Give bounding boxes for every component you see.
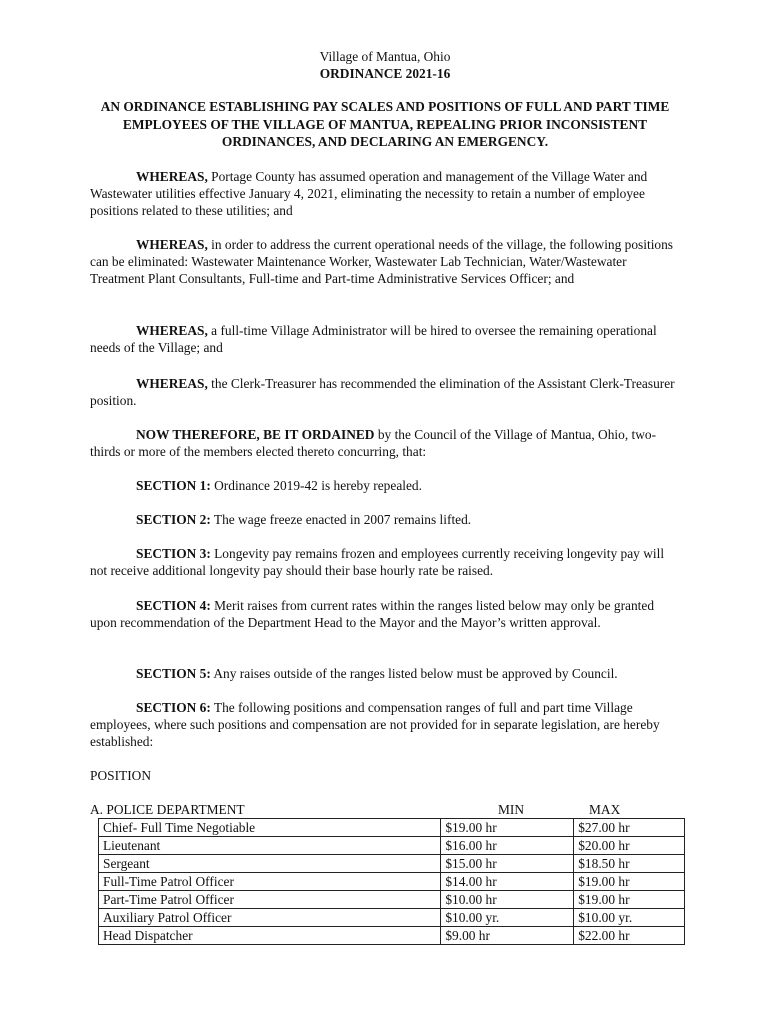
section-2	[90, 511, 680, 528]
whereas-text: in order to address the current operational needs of the village, the following positions can be eliminated: Wastewater Maintenance Worker, Wastewater Lab Technician, Water/Wastewater Treatment Plant Consultants, Full-time and Part-time Administrative Services Officer; and	[90, 237, 674, 286]
max-cell: $20.00 hr	[574, 837, 685, 855]
min-column-header: MIN	[498, 802, 525, 817]
section-lead: SECTION 5:	[136, 666, 211, 681]
max-cell: $27.00 hr	[574, 819, 685, 837]
max-cell: $19.00 hr	[574, 873, 685, 891]
section-text: Any raises outside of the ranges listed below must be approved by Council.	[210, 666, 618, 681]
ordained-text: by the Council of the Village of Mantua, Ohio, two-thirds or more of the members elected thereto concurring, that:	[90, 427, 657, 459]
max-cell: $10.00 yr.	[574, 909, 685, 927]
section-text: The wage freeze enacted in 2007 remains lifted.	[210, 512, 472, 527]
ordained-lead: NOW THEREFORE, BE IT ORDAINED	[136, 427, 375, 442]
table-row	[99, 927, 685, 945]
table-row	[99, 909, 685, 927]
ordained-paragraph	[90, 426, 680, 460]
position-cell: Lieutenant	[99, 837, 441, 855]
whereas-paragraph	[90, 375, 680, 409]
table-row	[99, 819, 685, 837]
whereas-paragraph	[90, 236, 680, 287]
max-cell: $18.50 hr	[574, 855, 685, 873]
position-cell: Part-Time Patrol Officer	[99, 891, 441, 909]
section-1	[90, 477, 680, 494]
whereas-paragraph	[90, 168, 680, 219]
section-6	[90, 699, 680, 750]
position-cell: Auxiliary Patrol Officer	[99, 909, 441, 927]
table-row	[99, 855, 685, 873]
min-cell: $10.00 yr.	[441, 909, 574, 927]
ordinance-number: ORDINANCE 2021-16	[319, 66, 451, 81]
position-heading: POSITION	[90, 768, 152, 783]
village-name: Village of Mantua, Ohio	[319, 49, 451, 64]
whereas-text: Portage County has assumed operation and management of the Village Water and Wastewater utilities effective January 4, 2021, eliminating the necessity to retain a number of employee positions related to these utilities; and	[90, 169, 648, 218]
max-cell: $19.00 hr	[574, 891, 685, 909]
max-cell: $22.00 hr	[574, 927, 685, 945]
whereas-paragraph	[90, 322, 680, 356]
section-lead: SECTION 1:	[136, 478, 211, 493]
whereas-lead: WHEREAS,	[136, 237, 208, 252]
section-lead: SECTION 6:	[136, 700, 211, 715]
police-pay-table	[98, 818, 685, 945]
section-4	[90, 597, 680, 631]
section-5	[90, 665, 680, 682]
whereas-text: a full-time Village Administrator will be hired to oversee the remaining operational needs of the Village; and	[90, 323, 657, 355]
min-cell: $19.00 hr	[441, 819, 574, 837]
position-cell: Full-Time Patrol Officer	[99, 873, 441, 891]
section-text: Longevity pay remains frozen and employees currently receiving longevity pay will not receive additional longevity pay should their base hourly rate be raised.	[90, 546, 665, 578]
section-text: Merit raises from current rates within the ranges listed below may only be granted upon recommendation of the Department Head to the Mayor and the Mayor’s written approval.	[90, 598, 655, 630]
table-row	[99, 837, 685, 855]
whereas-text: the Clerk-Treasurer has recommended the elimination of the Assistant Clerk-Treasurer position.	[90, 376, 675, 408]
section-lead: SECTION 4:	[136, 598, 211, 613]
ordinance-title: AN ORDINANCE ESTABLISHING PAY SCALES AND POSITIONS OF FULL AND PART TIME EMPLOYEES OF THE VILLAGE OF MANTUA, REPEALING PRIOR INCONSISTENT ORDINANCES, AND DECLARING AN EMERGENCY.	[100, 99, 670, 149]
section-text: The following positions and compensation ranges of full and part time Village employees, where such positions and compensation are not provided for in separate legislation, are hereby established:	[90, 700, 660, 749]
section-lead: SECTION 2:	[136, 512, 211, 527]
section-3	[90, 545, 680, 579]
table-row	[99, 873, 685, 891]
section-lead: SECTION 3:	[136, 546, 211, 561]
whereas-lead: WHEREAS,	[136, 376, 208, 391]
max-column-header: MAX	[589, 802, 621, 817]
whereas-lead: WHEREAS,	[136, 323, 208, 338]
police-department-label: A. POLICE DEPARTMENT	[90, 802, 245, 817]
whereas-lead: WHEREAS,	[136, 169, 208, 184]
min-cell: $14.00 hr	[441, 873, 574, 891]
min-cell: $16.00 hr	[441, 837, 574, 855]
position-cell: Chief- Full Time Negotiable	[99, 819, 441, 837]
section-text: Ordinance 2019-42 is hereby repealed.	[210, 478, 422, 493]
position-cell: Sergeant	[99, 855, 441, 873]
position-cell: Head Dispatcher	[99, 927, 441, 945]
min-cell: $9.00 hr	[441, 927, 574, 945]
min-cell: $15.00 hr	[441, 855, 574, 873]
min-cell: $10.00 hr	[441, 891, 574, 909]
table-row	[99, 891, 685, 909]
